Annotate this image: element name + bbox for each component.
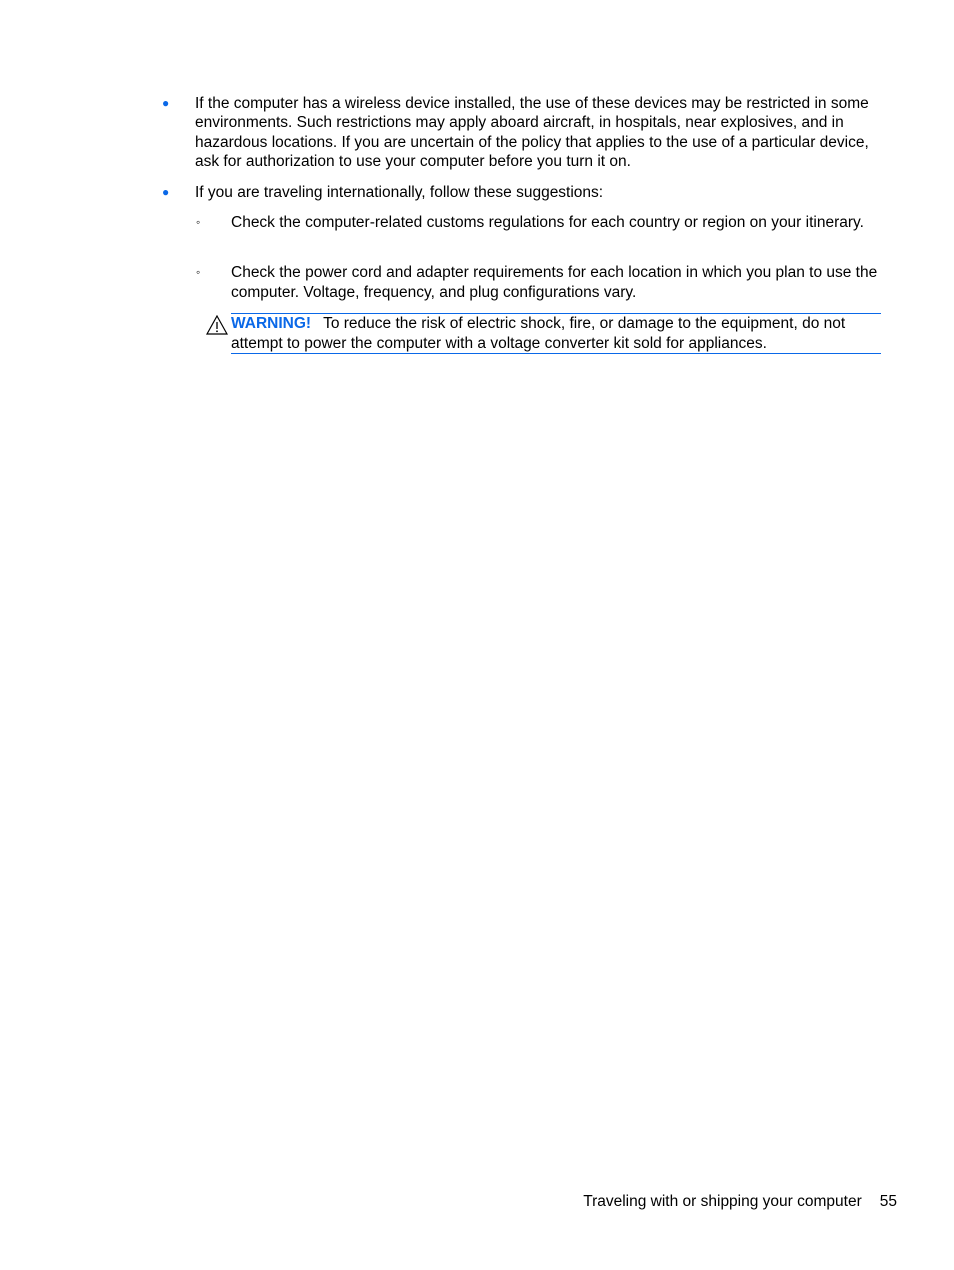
sub-list-item-text: Check the computer-related customs regulations for each country or region on your itinerary.	[231, 214, 864, 231]
page-footer	[583, 1192, 897, 1211]
sub-bullet-icon: ◦	[196, 215, 201, 229]
list-item-text: If you are traveling internationally, follow these suggestions:	[195, 184, 604, 201]
bullet-icon: ●	[162, 185, 170, 199]
warning-box	[231, 313, 881, 354]
warning-triangle-icon	[206, 315, 228, 335]
warning-text	[231, 314, 881, 354]
page-number: 55	[879, 1193, 897, 1210]
list-item-text: If the computer has a wireless device installed, the use of these devices may be restricted in some environments. Such restrictions may apply aboard aircraft, in hospitals, near explosives, and in hazardous locations. If you are uncertain of the policy that applies to the use of a particular device, ask for authorization to use your computer before you turn it on.	[195, 95, 869, 170]
sub-list-item-text: Check the power cord and adapter requirements for each location in which you plan to use the computer. Voltage, frequency, and plug configurations vary.	[231, 264, 878, 301]
warning-message: To reduce the risk of electric shock, fire, or damage to the equipment, do not attempt to power the computer with a voltage converter kit sold for appliances.	[231, 315, 846, 352]
warning-label: WARNING!	[231, 315, 312, 332]
bullet-icon: ●	[162, 96, 170, 110]
sub-bullet-icon: ◦	[196, 265, 201, 279]
footer-title: Traveling with or shipping your computer	[583, 1193, 862, 1210]
